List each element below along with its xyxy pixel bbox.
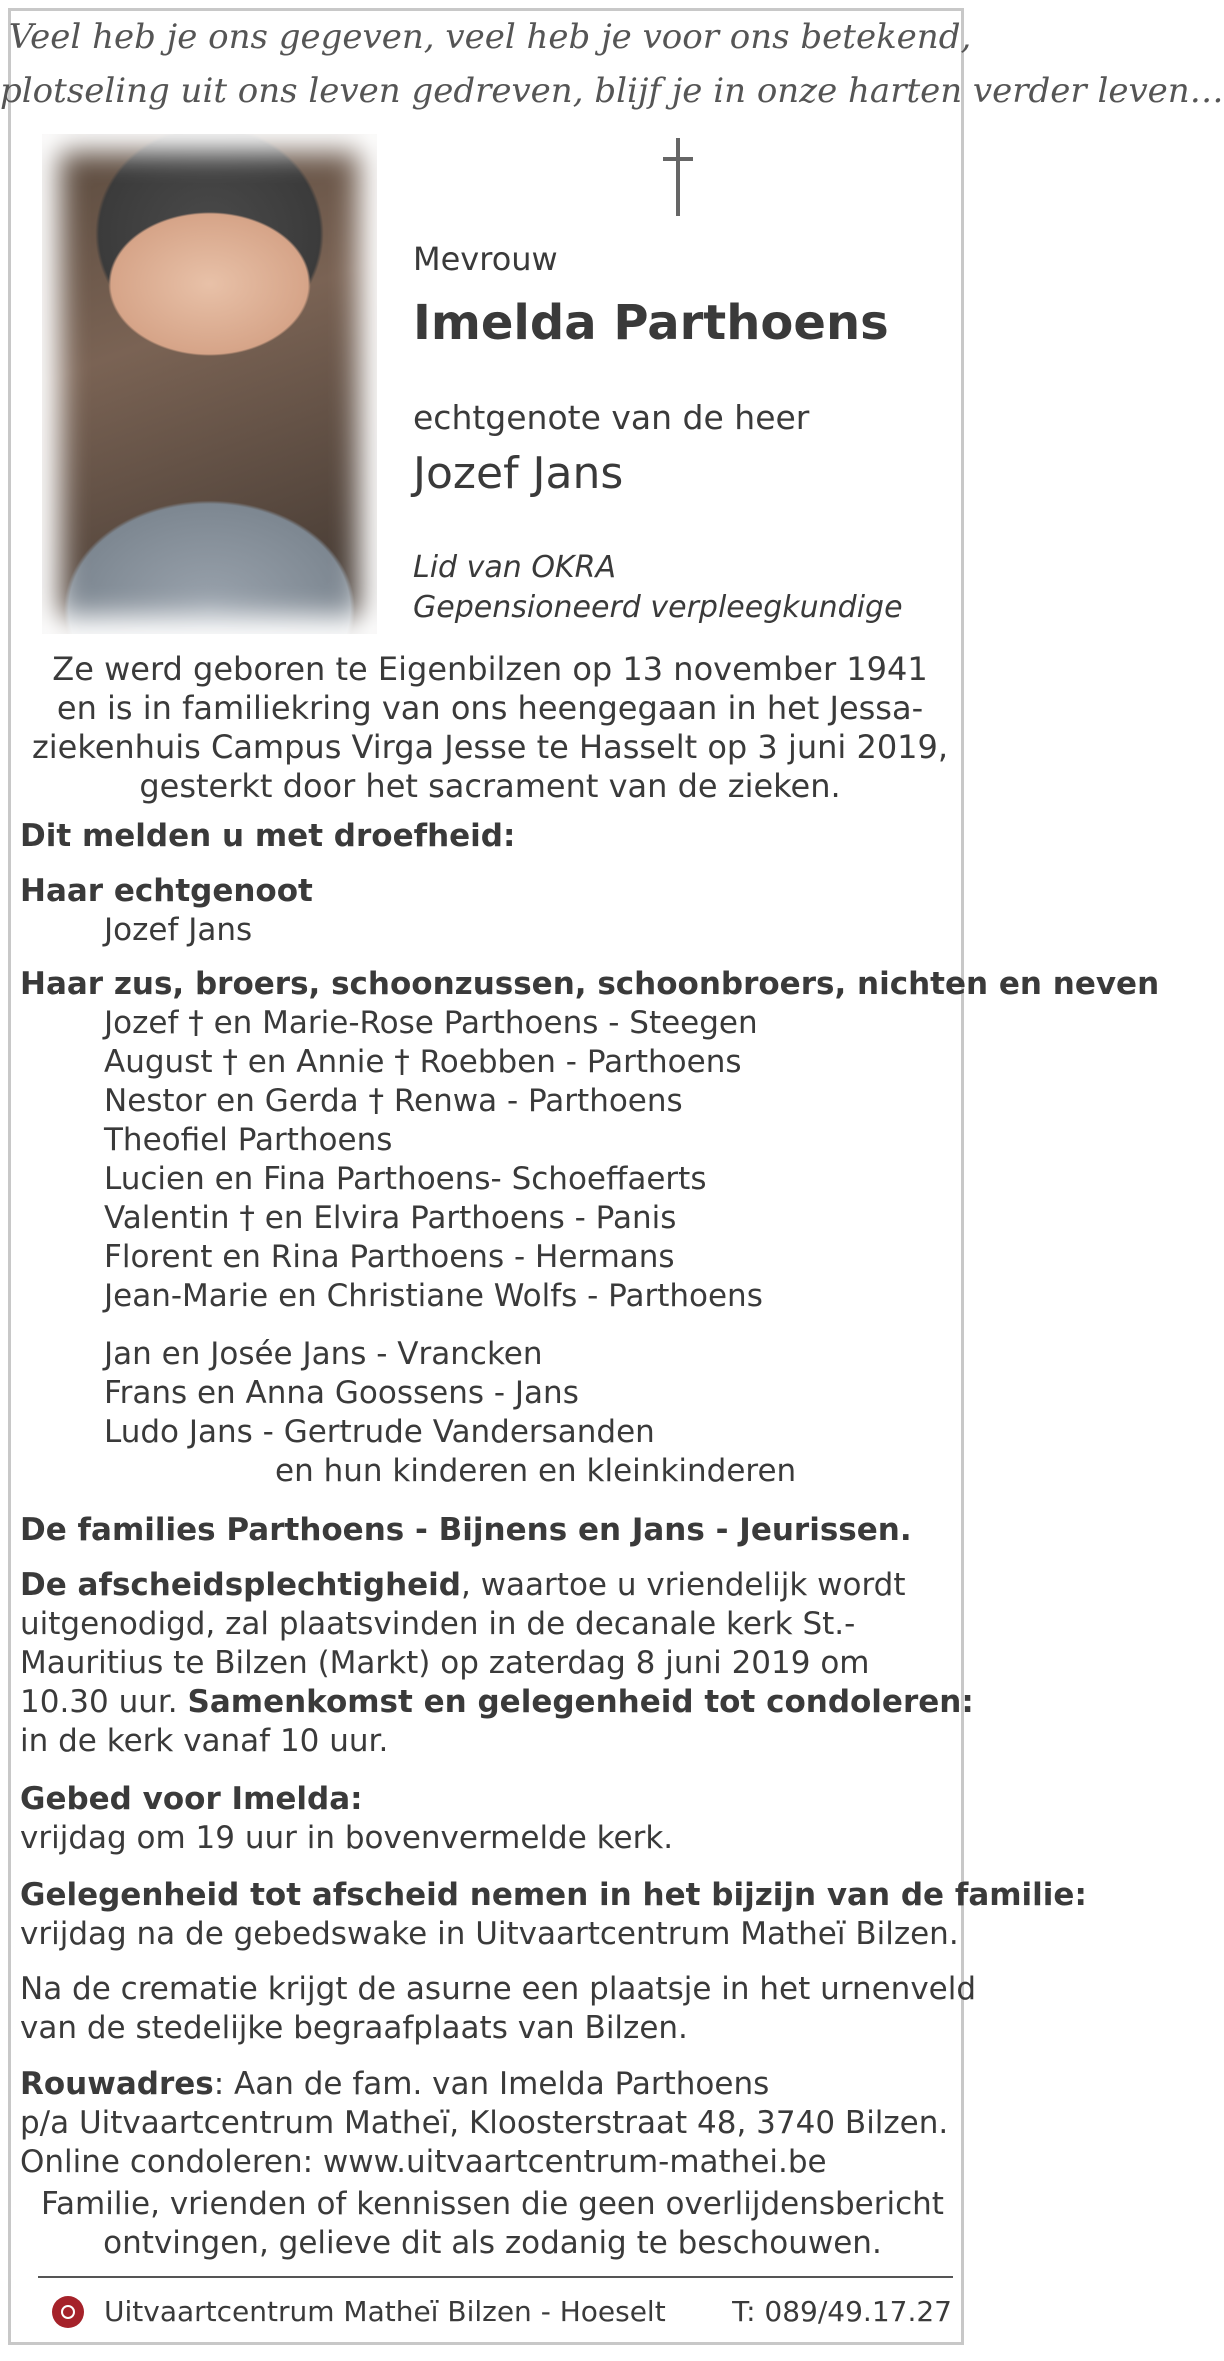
footer	[52, 2290, 952, 2334]
relation-text: echtgenote van de heer	[413, 398, 810, 437]
in-laws-block	[20, 1335, 965, 1491]
intro-line: Ze werd geboren te Eigenbilzen op 13 november 1941	[52, 650, 928, 688]
ceremony-block	[20, 1566, 974, 1761]
children-line: en hun kinderen en kleinkinderen	[275, 1453, 797, 1489]
farewell-block	[20, 1876, 1087, 1954]
address-label: Rouwadres	[20, 2066, 214, 2102]
closing-line: Familie, vrienden of kennissen die geen overlijdensbericht	[41, 2186, 944, 2222]
closing-note	[20, 2185, 965, 2263]
funeral-home-phone: T: 089/49.17.27	[732, 2295, 952, 2328]
farewell-text: vrijdag na de gebedswake in Uitvaartcentrum Matheï Bilzen.	[20, 1916, 959, 1952]
condolence-label: Samenkomst en gelegenheid tot condoleren:	[187, 1684, 974, 1720]
prayer-text: vrijdag om 19 uur in bovenvermelde kerk.	[20, 1820, 674, 1856]
sibling-row: Florent en Rina Parthoens - Hermans	[104, 1239, 675, 1275]
cremation-text: Na de crematie krijgt de asurne een plaatsje in het urnenveld	[20, 1971, 977, 2007]
roles	[413, 548, 903, 628]
sibling-row: August † en Annie † Roebben - Parthoens	[104, 1044, 742, 1080]
cremation-text: van de stedelijke begraafplaats van Bilzen.	[20, 2010, 688, 2046]
announcement-block	[20, 817, 965, 856]
sibling-row: Lucien en Fina Parthoens- Schoeffaerts	[104, 1161, 707, 1197]
families-line: De families Parthoens - Bijnens en Jans - Jeurissen.	[20, 1512, 912, 1548]
footer-divider	[38, 2276, 953, 2278]
ceremony-text: uitgenodigd, zal plaatsvinden in de decanale kerk St.-	[20, 1606, 856, 1642]
sibling-row: Jean-Marie en Christiane Wolfs - Parthoens	[104, 1278, 763, 1314]
poem	[0, 10, 1224, 118]
portrait-photo	[42, 134, 377, 634]
poem-line-2: plotseling uit ons leven gedreven, blijf je in onze harten verder leven…	[0, 71, 1224, 111]
online-condolence-link[interactable]: Online condoleren: www.uitvaartcentrum-mathei.be	[20, 2144, 827, 2180]
intro-paragraph	[20, 650, 960, 806]
spouse-heading: Haar echtgenoot	[20, 873, 313, 909]
siblings-block	[20, 965, 1160, 1316]
husband-name: Jozef Jans	[413, 448, 624, 499]
in-law-row: Jan en Josée Jans - Vrancken	[104, 1336, 543, 1372]
closing-line: ontvingen, gelieve dit als zodanig te beschouwen.	[103, 2225, 882, 2261]
in-law-row: Frans en Anna Goossens - Jans	[104, 1375, 579, 1411]
ceremony-text: in de kerk vanaf 10 uur.	[20, 1723, 389, 1759]
prayer-block	[20, 1780, 965, 1858]
intro-line: ziekenhuis Campus Virga Jesse te Hasselt op 3 juni 2019,	[31, 728, 949, 766]
rose-logo-icon	[52, 2296, 84, 2328]
cremation-block	[20, 1970, 977, 2048]
ceremony-text: Mauritius te Bilzen (Markt) op zaterdag 8 juni 2019 om	[20, 1645, 870, 1681]
role-profession: Gepensioneerd verpleegkundige	[413, 590, 903, 625]
address-text: p/a Uitvaartcentrum Matheï, Kloosterstraat 48, 3740 Bilzen.	[20, 2105, 949, 2141]
address-text: : Aan de fam. van Imelda Parthoens	[213, 2066, 770, 2102]
cross-icon	[663, 138, 693, 216]
sibling-row: Nestor en Gerda † Renwa - Parthoens	[104, 1083, 683, 1119]
siblings-heading: Haar zus, broers, schoonzussen, schoonbroers, nichten en neven	[20, 966, 1160, 1002]
spouse-block	[20, 872, 965, 950]
ceremony-label: De afscheidsplechtigheid	[20, 1567, 461, 1603]
sibling-row: Valentin † en Elvira Parthoens - Panis	[104, 1200, 677, 1236]
farewell-heading: Gelegenheid tot afscheid nemen in het bijzijn van de familie:	[20, 1877, 1087, 1913]
announce-heading: Dit melden u met droefheid:	[20, 818, 516, 854]
funeral-home-name: Uitvaartcentrum Matheï Bilzen - Hoeselt	[104, 2295, 666, 2328]
role-okra: Lid van OKRA	[413, 550, 616, 585]
ceremony-text: , waartoe u vriendelijk wordt	[460, 1567, 906, 1603]
sibling-row: Theofiel Parthoens	[104, 1122, 393, 1158]
in-law-row: Ludo Jans - Gertrude Vandersanden	[104, 1414, 655, 1450]
ceremony-time: 10.30 uur.	[20, 1684, 188, 1720]
spouse-name: Jozef Jans	[104, 912, 253, 948]
deceased-name: Imelda Parthoens	[413, 295, 889, 351]
address-block	[20, 2065, 965, 2182]
poem-line-1: Veel heb je ons gegeven, veel heb je voor ons betekend,	[8, 17, 972, 57]
intro-line: en is in familiekring van ons heengegaan in het Jessa-	[56, 689, 924, 727]
prayer-heading: Gebed voor Imelda:	[20, 1781, 363, 1817]
intro-line: gesterkt door het sacrament van de zieken.	[139, 767, 841, 805]
sibling-row: Jozef † en Marie-Rose Parthoens - Steegen	[104, 1005, 758, 1041]
families-block	[20, 1511, 965, 1550]
salutation: Mevrouw	[413, 240, 558, 278]
